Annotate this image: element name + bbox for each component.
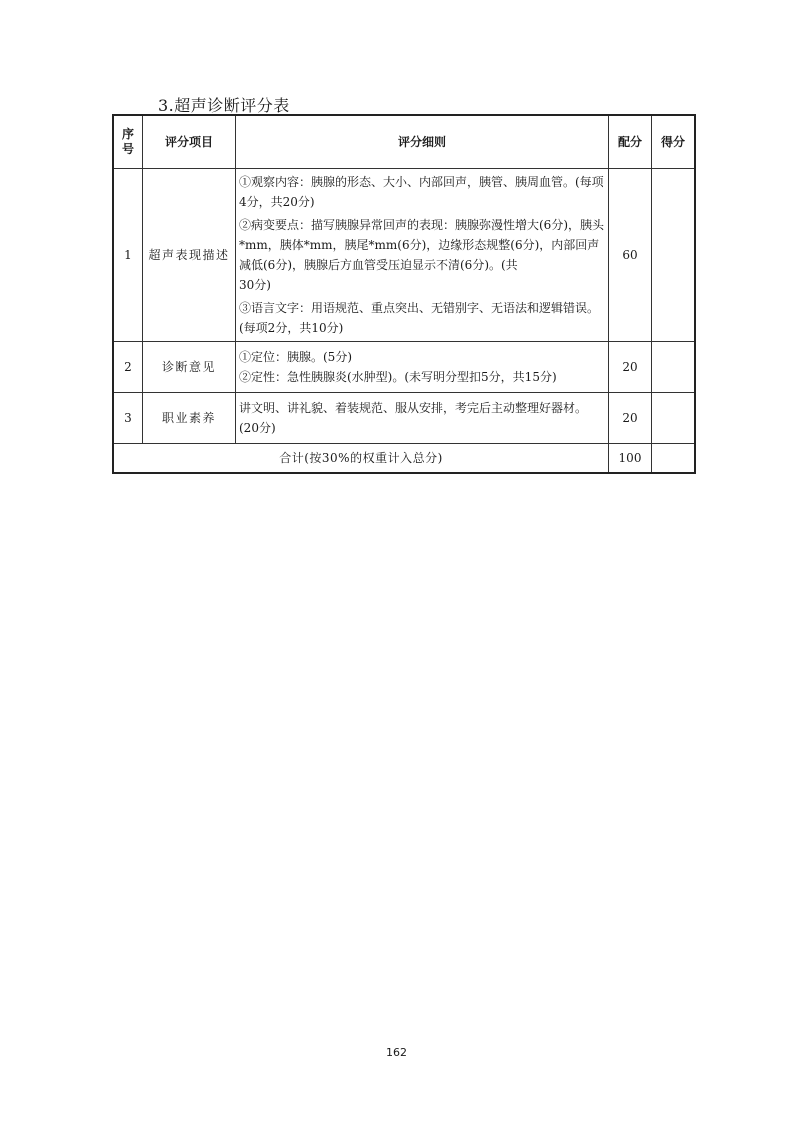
- detail-line: ②病变要点：描写胰腺异常回声的表现：胰腺弥漫性增大(6分)，胰头*mm，胰体*mm，胰尾*mm(6分)，边缘形态规整(6分)，内部回声减低(6分)，胰腺后方血管受压迫显示不清(6分)。(共: [239, 218, 605, 272]
- table-row: [113, 169, 695, 342]
- row-score: 60: [609, 169, 652, 342]
- row-detail: [236, 169, 609, 342]
- row-item: 职业素养: [143, 393, 236, 444]
- row-no: 3: [113, 393, 143, 444]
- total-got: [652, 444, 696, 474]
- detail-line: 30分): [239, 278, 271, 292]
- row-got: [652, 169, 696, 342]
- total-label: 合计(按30%的权重计入总分): [113, 444, 609, 474]
- row-item: 诊断意见: [143, 342, 236, 393]
- row-no: 1: [113, 169, 143, 342]
- row-detail: [236, 393, 609, 444]
- detail-line: ③语言文字：用语规范、重点突出、无错别字、无语法和逻辑错误。(每项2分，共10分): [239, 301, 600, 335]
- row-got: [652, 393, 696, 444]
- section-title: 3.超声诊断评分表: [158, 96, 290, 115]
- row-score: 20: [609, 342, 652, 393]
- page-number: 162: [386, 1046, 407, 1059]
- row-item: 超声表现描述: [143, 169, 236, 342]
- row-no: 2: [113, 342, 143, 393]
- header-got: 得分: [652, 115, 696, 169]
- detail-line: ②定性：急性胰腺炎(水肿型)。(未写明分型扣5分，共15分): [239, 370, 557, 384]
- scoring-table: [112, 114, 696, 474]
- header-no: 序号: [113, 115, 143, 169]
- detail-line: ①定位：胰腺。(5分): [239, 350, 352, 364]
- row-got: [652, 342, 696, 393]
- row-detail: [236, 342, 609, 393]
- header-item: 评分项目: [143, 115, 236, 169]
- header-score: 配分: [609, 115, 652, 169]
- total-row: [113, 444, 695, 474]
- total-score: 100: [609, 444, 652, 474]
- table-row: [113, 393, 695, 444]
- detail-line: 讲文明、讲礼貌、着装规范、服从安排，考完后主动整理好器材。(20分): [239, 401, 588, 435]
- table-row: [113, 342, 695, 393]
- table-header-row: [113, 115, 695, 169]
- header-detail: 评分细则: [236, 115, 609, 169]
- detail-line: ①观察内容：胰腺的形态、大小、内部回声，胰管、胰周血管。(每项4分，共20分): [239, 175, 604, 209]
- row-score: 20: [609, 393, 652, 444]
